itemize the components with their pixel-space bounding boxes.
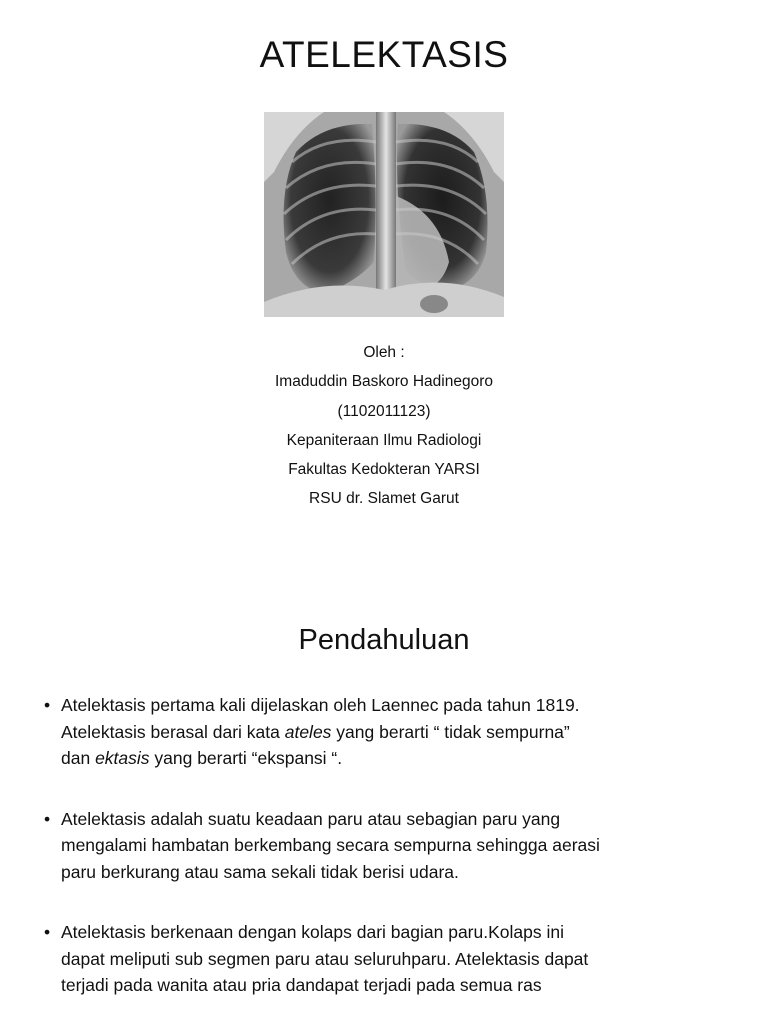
bullet-emphasis: ateles xyxy=(284,721,332,742)
bullet-text: dan xyxy=(61,748,96,768)
bullet-text: Atelektasis pertama kali dijelaskan oleh Laennec pada tahun 1819. xyxy=(61,695,580,715)
credit-line: (1102011123) xyxy=(337,402,431,420)
bullet-text: yang berarti “ tidak sempurna” xyxy=(331,721,570,742)
bullet-icon: • xyxy=(44,808,51,829)
credit-line: RSU dr. Slamet Garut xyxy=(309,490,459,508)
credit-line: Fakultas Kedokteran YARSI xyxy=(288,461,480,479)
credit-line: Kepaniteraan Ilmu Radiologi xyxy=(286,431,482,449)
bullet-text: terjadi pada wanita atau pria dandapat terjadi pada semua ras xyxy=(61,975,542,995)
intro-slide xyxy=(0,576,768,1024)
slide-title: ATELEKTASIS xyxy=(259,34,509,75)
bullet-emphasis: ektasis xyxy=(95,748,150,768)
bullet-text: Atelektasis adalah suatu keadaan paru atau sebagian paru yang xyxy=(61,808,561,829)
bullet-item xyxy=(44,692,734,772)
slide-title: Pendahuluan xyxy=(298,624,470,656)
bullet-item xyxy=(44,919,734,999)
bullet-text: mengalami hambatan berkembang secara sempurna sehingga aerasi xyxy=(61,835,600,855)
credit-line: Oleh : xyxy=(363,344,405,361)
bullet-item xyxy=(44,806,734,886)
author-credits xyxy=(0,338,768,514)
bullet-list xyxy=(44,692,734,1033)
bullet-icon: • xyxy=(44,695,51,715)
chest-xray-image xyxy=(264,112,504,317)
bullet-text: paru berkurang atau sama sekali tidak berisi udara. xyxy=(61,861,459,882)
bullet-text: Atelektasis berasal dari kata xyxy=(61,721,285,742)
bullet-text: dapat meliputi sub segmen paru atau seluruhparu. Atelektasis dapat xyxy=(61,948,589,969)
bullet-icon: • xyxy=(44,922,51,942)
credit-line: Imaduddin Baskoro Hadinegoro xyxy=(275,373,493,391)
bullet-text: yang berarti “ekspansi “. xyxy=(149,748,343,768)
bullet-text: Atelektasis berkenaan dengan kolaps dari bagian paru.Kolaps ini xyxy=(61,922,564,942)
